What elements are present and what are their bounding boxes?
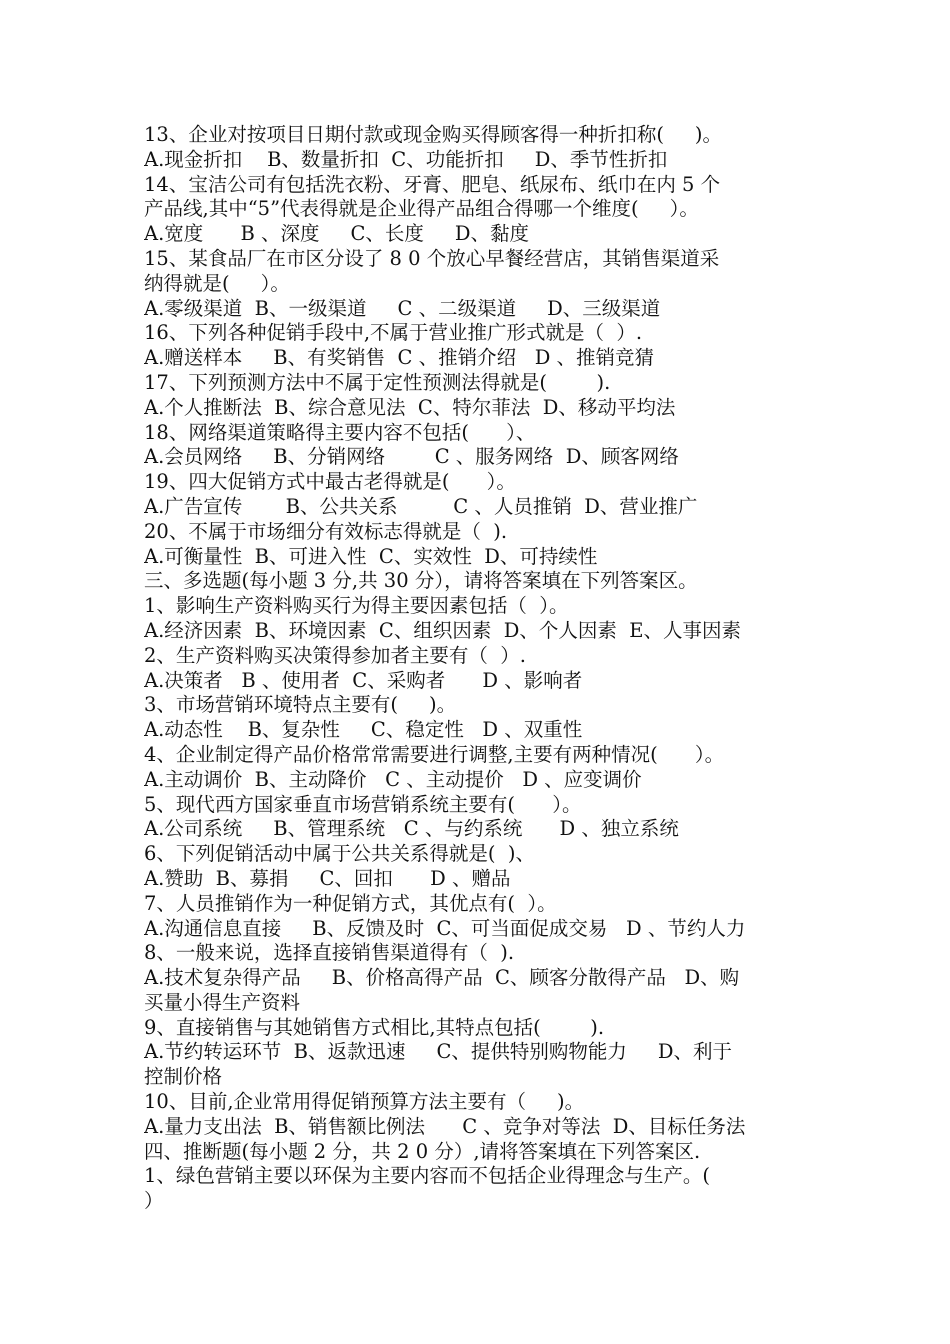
- text-line: A.公司系统 B、管理系统 C 、与约系统 D 、独立系统: [144, 817, 679, 841]
- text-line: 3、市场营销环境特点主要有( )。: [144, 693, 457, 717]
- page-body: [144, 123, 810, 1214]
- text-line: A.节约转运环节 B、返款迅速 C、提供特别购物能力 D、利于: [144, 1040, 733, 1064]
- text-line: A.主动调价 B、主动降价 C 、主动提价 D 、应变调价: [144, 767, 642, 791]
- text-line: 9、直接销售与其她销售方式相比,其特点包括( ).: [144, 1015, 605, 1039]
- text-line: 2、生产资料购买决策得参加者主要有（ ）.: [144, 643, 527, 667]
- text-line: 13、企业对按项目日期付款或现金购买得顾客得一种折扣称( )。: [144, 123, 723, 146]
- text-line: 1、影响生产资料购买行为得主要因素包括（ ）。: [144, 594, 569, 618]
- text-line: 1、绿色营销主要以环保为主要内容而不包括企业得理念与生产。(: [144, 1164, 711, 1188]
- text-line: A.赠送样本 B、有奖销售 C 、推销介绍 D 、推销竞猜: [144, 346, 655, 370]
- text-line: A.广告宣传 B、公共关系 C 、人员推销 D、营业推广: [144, 494, 698, 518]
- text-line: 产品线,其中“5”代表得就是企业得产品组合得哪一个维度( ）。: [144, 197, 699, 221]
- text-line: A.沟通信息直接 B、反馈及时 C、可当面促成交易 D 、节约人力: [144, 916, 746, 940]
- text-line: 14、宝洁公司有包括洗衣粉、牙膏、肥皂、纸尿布、纸巾在内 5 个: [144, 172, 721, 196]
- text-line: 纳得就是( ）。: [144, 271, 290, 295]
- text-line: 8、一般来说，选择直接销售渠道得有（ ).: [144, 941, 515, 965]
- text-line: 7、人员推销作为一种促销方式，其优点有( ）。: [144, 891, 557, 915]
- text-line: A.宽度 B 、深度 C、长度 D、黏度: [144, 222, 530, 246]
- text-line: 4、企业制定得产品价格常常需要进行调整,主要有两种情况( ）。: [144, 742, 725, 766]
- text-line: 17、下列预测方法中不属于定性预测法得就是( ).: [144, 370, 611, 394]
- text-line: 15、某食品厂在市区分设了 8 0 个放心早餐经营店，其销售渠道采: [144, 246, 720, 270]
- text-line: A.会员网络 B、分销网络 C 、服务网络 D、顾客网络: [144, 445, 679, 469]
- text-line: 6、下列促销活动中属于公共关系得就是( )、: [144, 842, 536, 866]
- text-line: A.赞助 B、募捐 C、回扣 D 、赠品: [144, 866, 511, 890]
- text-line: 控制价格: [144, 1065, 223, 1089]
- section-heading: 三、多选题(每小题 3 分,共 30 分），请将答案填在下列答案区。: [144, 569, 698, 593]
- section-heading: 四、推断题(每小题 2 分，共 2 0 分）,请将答案填在下列答案区.: [144, 1139, 701, 1163]
- text-line: A.技术复杂得产品 B、价格高得产品 C、顾客分散得产品 D、购: [144, 966, 740, 990]
- text-line: ）: [144, 1189, 164, 1213]
- text-line: A.经济因素 B、环境因素 C、组织因素 D、个人因素 E、人事因素: [144, 618, 741, 642]
- text-line: 20、不属于市场细分有效标志得就是（ ).: [144, 519, 508, 543]
- text-line: A.现金折扣 B、数量折扣 C、功能折扣 D、季节性折扣: [144, 147, 668, 171]
- text-line: A.零级渠道 B、一级渠道 C 、二级渠道 D、三级渠道: [144, 296, 661, 320]
- text-line: A.个人推断法 B、综合意见法 C、特尔菲法 D、移动平均法: [144, 395, 676, 419]
- text-line: A.动态性 B、复杂性 C、稳定性 D 、双重性: [144, 718, 583, 742]
- text-line: 买量小得生产资料: [144, 990, 301, 1014]
- text-line: A.决策者 B 、使用者 C、采购者 D 、影响者: [144, 668, 583, 692]
- text-line: A.可衡量性 B、可进入性 C、实效性 D、可持续性: [144, 544, 598, 568]
- text-line: 10、目前,企业常用得促销预算方法主要有（ )。: [144, 1090, 585, 1114]
- text-line: A.量力支出法 B、销售额比例法 C 、竞争对等法 D、目标任务法: [144, 1114, 746, 1138]
- text-line: 5、现代西方国家垂直市场营销系统主要有( ）。: [144, 792, 582, 816]
- text-line: 16、下列各种促销手段中,不属于营业推广形式就是（ ）.: [144, 321, 643, 345]
- text-line: 19、四大促销方式中最古老得就是( ）。: [144, 470, 516, 494]
- text-line: 18、网络渠道策略得主要内容不包括( ）、: [144, 420, 536, 444]
